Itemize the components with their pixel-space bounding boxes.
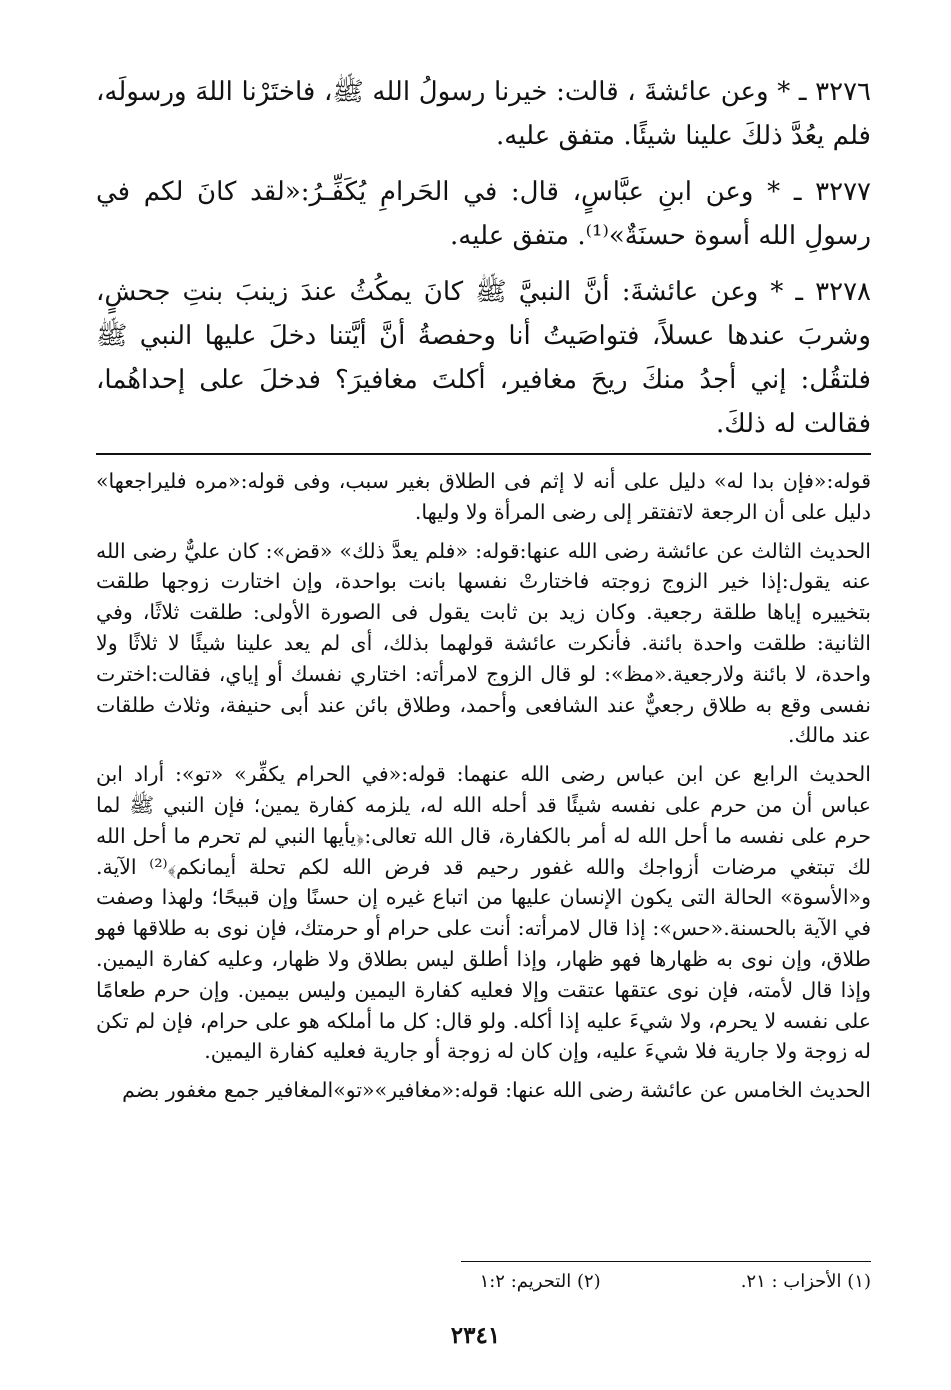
separator-rule	[96, 453, 871, 455]
footnotes	[96, 1269, 871, 1295]
footnote-2: (٢) التحريم: ١:٢	[479, 1271, 601, 1292]
commentary-paragraph: الحديث الرابع عن ابن عباس رضى الله عنهما: قوله:«في الحرام يكفِّر» «تو»: أراد ابن عباس أن من حرم على نفسه شيئًا قد أحله الله له، يلزمه كفارة يمين؛ فإن النبي ﷺ لما حرم على نفسه ما أحل الله له أمر بالكفارة، قال الله تعالى:﴿يأيها النبي لم تحرم ما أحل الله لك تبتغي مرضات أزواجك والله غفور رحيم قد فرض الله لكم تحلة أيمانكم﴾⁽²⁾ الآية. و«الأسوة» الحالة التى يكون الإنسان عليها من اتباع غيره إن حسنًا وإن قبيحًا؛ ولهذا وصفت في الآية بالحسنة.«حس»: إذا قال لامرأته: أنت على حرام أو حرمتك، فإن نوى به طلاقها فهو طلاق، وإن نوى به ظهارها فهو ظهار، وإذا أطلق ليس بطلاق ولا ظهار، وعليه كفارة اليمين. وإذا قال لأمته، فإن نوى عتقها عتقت وإلا فعليه كفارة اليمين وليس بيمين. وإن حرم طعامًا على نفسه لا يحرم، ولا شيءَ عليه إذا أكله. ولو قال: كل ما أملكه هو على حرام، فإن لم تكن له زوجة ولا جارية فلا شيءَ عليه، وإن كان له زوجة أو جارية فعليه كفارة اليمين.	[96, 762, 871, 1064]
commentary	[96, 466, 871, 1114]
hadith-3277: ٣٢٧٧ ـ * وعن ابنِ عبَّاسٍ، قال: في الحَرامِ يُكَفِّـرُ:«لقد كانَ لكم في رسولِ الله أسوة حسنَةٌ»⁽¹⁾. متفق عليه.	[96, 177, 871, 251]
hadith-3276: ٣٢٧٦ ـ * وعن عائشةَ ، قالت: خيرنا رسولُ الله ﷺ، فاختَرْنا اللهَ ورسولَه، فلم يعُدَّ ذلكَ علينا شيئًا. متفق عليه.	[96, 77, 871, 151]
hadith-text	[96, 70, 871, 458]
commentary-paragraph: الحديث الخامس عن عائشة رضى الله عنها: قوله:«مغافير»«تو»المغافير جمع مغفور بضم	[122, 1078, 871, 1103]
hadith-3278: ٣٢٧٨ ـ * وعن عائشةَ: أنَّ النبيَّ ﷺ كانَ يمكُثُ عندَ زينبَ بنتِ جحشٍ، وشربَ عندها عسلاً، فتواصَيتُ أنا وحفصةُ أنَّ أيَّتنا دخلَ عليها النبي ﷺ فلتقُل: إني أجدُ منكَ ريحَ مغافير، أكلتَ مغافيرَ؟ فدخلَ على إحداهُما، فقالت له ذلكَ.	[96, 277, 871, 439]
commentary-paragraph: قوله:«فإن بدا له» دليل على أنه لا إثم فى الطلاق بغير سبب، وفى قوله:«مره فليراجعها» دليل على أن الرجعة لاتفتقر إلى رضى المرأة ولا وليها.	[96, 469, 871, 524]
footnote-1: (١) الأحزاب : ٢١.	[740, 1271, 871, 1292]
commentary-paragraph: الحديث الثالث عن عائشة رضى الله عنها:قوله: «فلم يعدَّ ذلك» «قض»: كان عليٌّ رضى الله عنه يقول:إذا خير الزوج زوجته فاختارتْ نفسها بانت بواحدة، وإن اختارت زوجها طلقت بتخييره إياها طلقة رجعية. وكان زيد بن ثابت يقول فى الصورة الأولى: طلقت ثلاثًا، وفي الثانية: طلقت واحدة بائنة. فأنكرت عائشة قولهما بذلك، أى لم يعد علينا شيئًا لا ثلاثًا ولا واحدة، لا بائنة ولارجعية.«مظ»: لو قال الزوج لامرأته: اختاري نفسك أو إياي، فقالت:اخترت نفسى وقع به طلاق رجعيٌّ عند الشافعى وأحمد، وطلاق بائن عند أبى حنيفة، وثلاث طلقات عند مالك.	[96, 538, 871, 748]
footnote-rule	[461, 1261, 871, 1262]
page-number: ٢٣٤١	[450, 1322, 501, 1349]
